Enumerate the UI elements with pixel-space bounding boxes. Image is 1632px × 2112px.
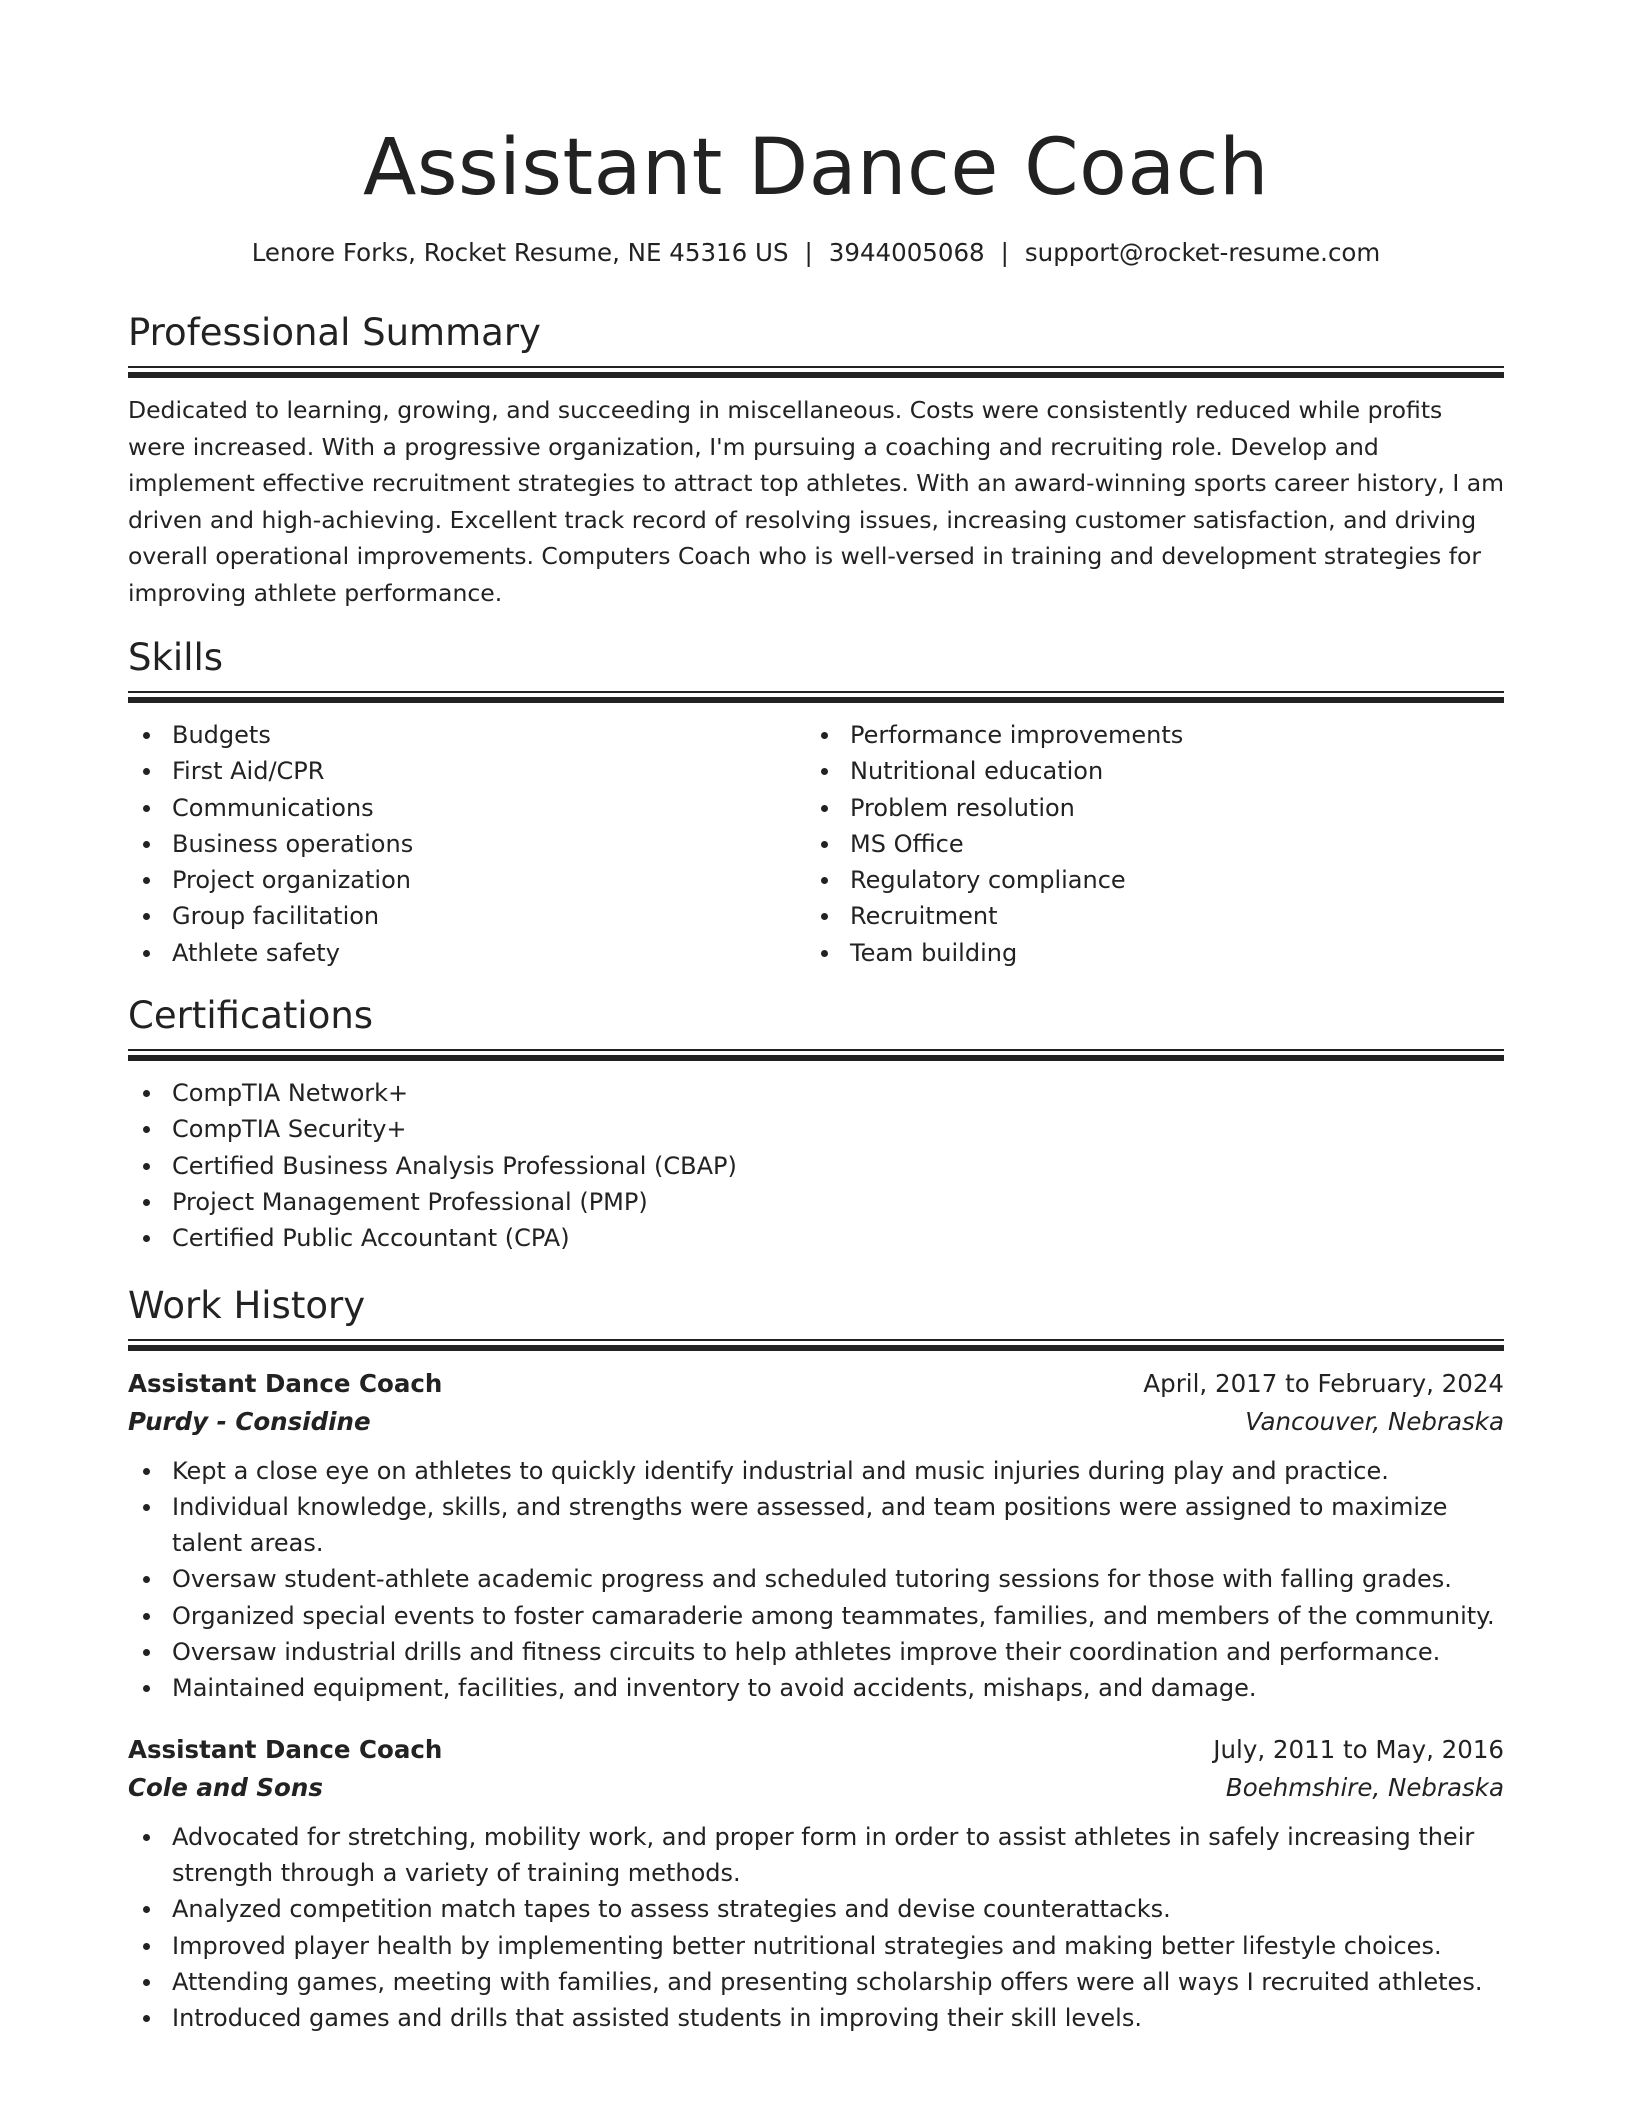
- skill-item: Performance improvements: [806, 717, 1484, 753]
- job-bullet: Organized special events to foster camaraderie among teammates, families, and members of the community.: [128, 1598, 1504, 1634]
- job-bullet: Attending games, meeting with families, and presenting scholarship offers were all ways I recruited athletes.: [128, 1964, 1504, 2000]
- job-bullets: [128, 1453, 1504, 1707]
- job-company: Purdy - Considine: [128, 1406, 371, 1436]
- resume-page: [128, 0, 1504, 2036]
- certification-item: CompTIA Network+: [128, 1075, 1504, 1111]
- job-company: Cole and Sons: [128, 1772, 323, 1802]
- skill-item: Group facilitation: [128, 898, 806, 934]
- contact-line: [128, 236, 1504, 270]
- job-bullet: Oversaw industrial drills and fitness circuits to help athletes improve their coordination and performance.: [128, 1634, 1504, 1670]
- skills-list-right: [806, 717, 1484, 971]
- job-entry: [128, 1731, 1504, 2037]
- job-title: Assistant Dance Coach: [128, 1368, 443, 1398]
- job-dates: July, 2011 to May, 2016: [1213, 1734, 1504, 1764]
- certification-item: Project Management Professional (PMP): [128, 1184, 1504, 1220]
- skill-item: Regulatory compliance: [806, 862, 1484, 898]
- job-bullet: Introduced games and drills that assisted students in improving their skill levels.: [128, 2000, 1504, 2036]
- certification-item: Certified Business Analysis Professional (CBAP): [128, 1148, 1504, 1184]
- skills-section: [128, 635, 1504, 971]
- skill-item: Nutritional education: [806, 753, 1484, 789]
- job-bullet: Kept a close eye on athletes to quickly identify industrial and music injuries during play and practice.: [128, 1453, 1504, 1489]
- summary-text: Dedicated to learning, growing, and succeeding in miscellaneous. Costs were consistently reduced while profits were increased. With a progressive organization, I'm pursuing a coaching and recruiting role. Develop and implement effective recruitment strategies to attract top athletes. With an award-winning sports career history, I am driven and high-achieving. Excellent track record of resolving issues, increasing customer satisfaction, and driving overall operational improvements. Computers Coach who is well-versed in training and development strategies for improving athlete performance.: [128, 396, 1505, 607]
- job-bullet: Analyzed competition match tapes to assess strategies and devise counterattacks.: [128, 1891, 1504, 1927]
- job-bullets: [128, 1819, 1504, 2037]
- job-location: Boehmshire, Nebraska: [1225, 1772, 1504, 1802]
- work-history-heading: Work History: [128, 1283, 366, 1327]
- job-entry: [128, 1365, 1504, 1707]
- summary-heading: Professional Summary: [128, 311, 541, 354]
- job-header-row: [128, 1731, 1504, 1769]
- skill-item: Recruitment: [806, 898, 1484, 934]
- certifications-heading: Certifications: [128, 994, 374, 1038]
- job-location: Vancouver, Nebraska: [1245, 1406, 1504, 1436]
- job-title: Assistant Dance Coach: [128, 1734, 443, 1764]
- certification-item: Certified Public Accountant (CPA): [128, 1220, 1504, 1256]
- job-header-row: [128, 1365, 1504, 1403]
- certifications-list: [128, 1075, 1504, 1256]
- skill-item: Athlete safety: [128, 935, 806, 971]
- section-divider: [128, 366, 1504, 380]
- section-divider: [128, 1049, 1504, 1063]
- job-bullet: Maintained equipment, facilities, and inventory to avoid accidents, mishaps, and damage.: [128, 1670, 1504, 1706]
- section-divider: [128, 1339, 1504, 1353]
- skill-item: Team building: [806, 935, 1484, 971]
- skill-item: Budgets: [128, 717, 806, 753]
- job-subheader-row: [128, 1769, 1504, 1807]
- summary-section: [128, 310, 1504, 611]
- job-bullet: Advocated for stretching, mobility work, and proper form in order to assist athletes in safely increasing their strength through a variety of training methods.: [128, 1819, 1504, 1892]
- job-subheader-row: [128, 1403, 1504, 1441]
- contact-address: Lenore Forks, Rocket Resume, NE 45316 US: [251, 238, 789, 267]
- job-dates: April, 2017 to February, 2024: [1143, 1368, 1504, 1398]
- job-bullet: Oversaw student-athlete academic progress and scheduled tutoring sessions for those with falling grades.: [128, 1561, 1504, 1597]
- skills-heading: Skills: [128, 636, 224, 679]
- skills-list-left: [128, 717, 806, 971]
- job-bullet: Improved player health by implementing better nutritional strategies and making better lifestyle choices.: [128, 1928, 1504, 1964]
- contact-email: support@rocket-resume.com: [1024, 238, 1381, 267]
- skill-item: Project organization: [128, 862, 806, 898]
- skill-item: First Aid/CPR: [128, 753, 806, 789]
- skill-item: MS Office: [806, 826, 1484, 862]
- skill-item: Problem resolution: [806, 790, 1484, 826]
- section-divider: [128, 691, 1504, 705]
- skill-item: Communications: [128, 790, 806, 826]
- work-history-section: [128, 1283, 1504, 2037]
- certification-item: CompTIA Security+: [128, 1111, 1504, 1147]
- job-bullet: Individual knowledge, skills, and strengths were assessed, and team positions were assigned to maximize talent areas.: [128, 1489, 1504, 1562]
- contact-separator: |: [1000, 238, 1009, 267]
- resume-name: Assistant Dance Coach: [363, 123, 1269, 213]
- certifications-section: [128, 993, 1504, 1256]
- contact-separator: |: [804, 238, 813, 267]
- contact-phone: 3944005068: [828, 238, 985, 267]
- skills-grid: [128, 717, 1504, 971]
- skill-item: Business operations: [128, 826, 806, 862]
